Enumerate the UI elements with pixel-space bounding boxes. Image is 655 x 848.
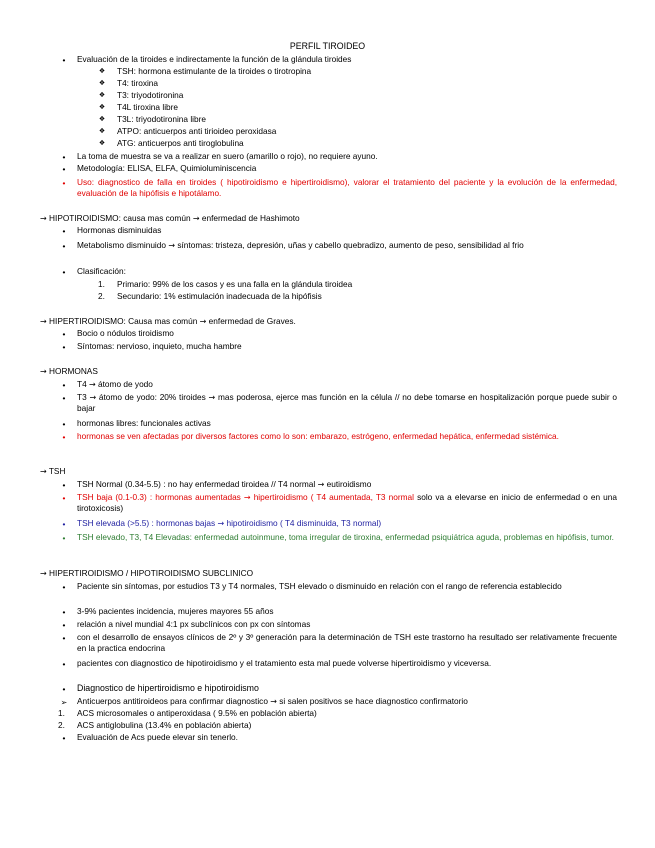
hormonas-heading: → HORMONAS bbox=[40, 366, 98, 376]
sub-item: T4L tiroxina libre bbox=[117, 102, 179, 112]
arrow-icon: → bbox=[40, 569, 47, 578]
list-number: 1. bbox=[98, 279, 105, 289]
diag-acs2: ACS antiglobulina (13.4% en población abierta) bbox=[77, 720, 252, 730]
tsh-normal: TSH Normal (0.34-5.5) : no hay enfermedad tiroidea // T4 normal → eutiroidismo bbox=[77, 479, 372, 489]
bullet: • bbox=[62, 684, 66, 694]
arrow-icon: → bbox=[40, 214, 47, 223]
hiper-bocio: Bocio o nódulos tiroidismo bbox=[77, 328, 174, 338]
uso-text: Uso: diagnostico de falla en tiroides ( hipotiroidismo e hipertiroidismo), valorar el tratamiento del paciente y la evolución de la enfermedad, evaluación de la hipófisis e hipotálamo. bbox=[77, 177, 617, 198]
sub-item: T4: tiroxina bbox=[117, 78, 159, 88]
list-number: 1. bbox=[58, 708, 65, 718]
bullet: • bbox=[62, 393, 66, 403]
tsh-heading: → TSH bbox=[40, 466, 66, 476]
bullet: • bbox=[62, 633, 66, 643]
page-title: PERFIL TIROIDEO bbox=[289, 41, 366, 51]
list-number: 2. bbox=[98, 291, 105, 301]
bullet: • bbox=[62, 267, 66, 277]
hiper-sintomas: Síntomas: nervioso, inquieto, mucha hambre bbox=[77, 341, 242, 351]
bullet: • bbox=[62, 480, 66, 490]
muestra-text: La toma de muestra se va a realizar en suero (amarillo o rojo), no requiere ayuno. bbox=[77, 151, 378, 161]
horm-t3: T3 → átomo de yodo: 20% tiroides → mas poderosa, ejerce mas función en la célula // no debe tomarse en hospitalización porque puede subir o bajar bbox=[77, 392, 617, 413]
hipo-primario: Primario: 99% de los casos y es una falla en la glándula tiroidea bbox=[117, 279, 353, 289]
bullet: • bbox=[62, 733, 66, 743]
diamond-icon: ❖ bbox=[98, 91, 106, 99]
hipo-heading: → HIPOTIROIDISMO: causa mas común → enfermedad de Hashimoto bbox=[40, 213, 300, 223]
sub-p1: Paciente sin síntomas, por estudios T3 y T4 normales, TSH elevado o disminuido en relación con el rango de referencia establecido bbox=[77, 581, 562, 591]
diamond-icon: ❖ bbox=[98, 103, 106, 111]
bullet: • bbox=[62, 164, 66, 174]
hipo-hormonas: Hormonas disminuidas bbox=[77, 225, 162, 235]
diag-anticuerpos: Anticuerpos antitiroideos para confirmar diagnostico → si salen positivos se hace diagnostico confirmatorio bbox=[77, 696, 468, 706]
tsh-elevada: TSH elevada (>5.5) : hormonas bajas → hipotiroidismo ( T4 disminuida, T3 normal) bbox=[77, 518, 382, 528]
arrow-icon: → bbox=[89, 393, 97, 402]
bullet: • bbox=[62, 55, 66, 65]
sub-p5: pacientes con diagnostico de hipotiroidismo y el tratamiento esta mal puede volverse hipertiroidismo y viceversa. bbox=[77, 658, 492, 668]
bullet: • bbox=[62, 380, 66, 390]
bullet: • bbox=[62, 329, 66, 339]
diag-acs1: ACS microsomales o antiperoxidasa ( 9.5% en población abierta) bbox=[77, 708, 317, 718]
tsh-elevado-t3-t4: TSH elevado, T3, T4 Elevadas: enfermedad autoinmune, toma irregular de tiroxina, enfermedad psiquiátrica aguda, problemas en hipófisis, tumor. bbox=[77, 532, 614, 542]
intro-text: Evaluación de la tiroides e indirectamente la función de la glándula tiroides bbox=[77, 54, 352, 64]
list-number: 2. bbox=[58, 720, 65, 730]
sub-item: ATPO: anticuerpos anti tirioideo peroxidasa bbox=[117, 126, 277, 136]
diamond-icon: ❖ bbox=[98, 127, 106, 135]
diag-evaluacion: Evaluación de Acs puede elevar sin tenerlo. bbox=[77, 732, 238, 742]
sub-item: TSH: hormona estimulante de la tiroides o tirotropina bbox=[117, 66, 312, 76]
bullet: • bbox=[62, 533, 66, 543]
bullet: • bbox=[62, 342, 66, 352]
arrow-icon: → bbox=[217, 519, 225, 528]
arrow-icon: → bbox=[40, 317, 47, 326]
sub-p2: 3-9% pacientes incidencia, mujeres mayores 55 años bbox=[77, 606, 274, 616]
bullet: • bbox=[62, 620, 66, 630]
pointer-icon: ➢ bbox=[60, 698, 68, 707]
diamond-icon: ❖ bbox=[98, 115, 106, 123]
bullet: • bbox=[62, 152, 66, 162]
bullet: • bbox=[62, 226, 66, 236]
bullet: • bbox=[62, 582, 66, 592]
bullet: • bbox=[62, 659, 66, 669]
hipo-secundario: Secundario: 1% estimulación inadecuada de la hipófisis bbox=[117, 291, 322, 301]
bullet: • bbox=[62, 241, 66, 251]
bullet: • bbox=[62, 419, 66, 429]
arrow-icon: → bbox=[89, 380, 96, 389]
tsh-baja: TSH baja (0.1-0.3) : hormonas aumentadas → hipertiroidismo ( T4 aumentada, T3 normal solo va a elevarse en inicio de enfermedad o en una tirotoxicosis) bbox=[77, 492, 618, 513]
arrow-icon: → bbox=[270, 697, 277, 706]
arrow-icon: → bbox=[243, 493, 251, 502]
sub-p3: relación a nivel mundial 4:1 px subclínicos con px con síntomas bbox=[77, 619, 311, 629]
metodologia-text: Metodología: ELISA, ELFA, Quimioluminiscencia bbox=[77, 163, 257, 173]
arrow-icon: → bbox=[40, 467, 47, 476]
arrow-icon: → bbox=[168, 241, 176, 250]
bullet: • bbox=[62, 432, 66, 442]
arrow-icon: → bbox=[208, 393, 216, 402]
horm-t4: T4 → átomo de yodo bbox=[77, 379, 153, 389]
sub-item: T3: triyodotironina bbox=[117, 90, 184, 100]
sub-item: T3L: triyodotironina libre bbox=[117, 114, 207, 124]
horm-afectadas: hormonas se ven afectadas por diversos factores como lo son: embarazo, estrógeno, enfermedad hepática, enfermedad sistémica. bbox=[77, 431, 559, 441]
arrow-icon: → bbox=[40, 367, 47, 376]
hipo-clasificacion: Clasificación: bbox=[77, 266, 126, 276]
hipo-metabolismo: Metabolismo disminuido → síntomas: tristeza, depresión, uñas y cabello quebradizo, aumento de peso, sensibilidad al frio bbox=[77, 240, 524, 250]
diamond-icon: ❖ bbox=[98, 67, 106, 75]
sub-item: ATG: anticuerpos anti tiroglobulina bbox=[117, 138, 244, 148]
horm-libres: hormonas libres: funcionales activas bbox=[77, 418, 211, 428]
bullet: • bbox=[62, 178, 66, 188]
diamond-icon: ❖ bbox=[98, 139, 106, 147]
arrow-icon: → bbox=[192, 214, 200, 223]
subclinico-heading: → HIPERTIROIDISMO / HIPOTIROIDISMO SUBCLINICO bbox=[40, 568, 254, 578]
arrow-icon: → bbox=[199, 317, 207, 326]
diag-heading: Diagnostico de hipertiroidismo e hipotiroidismo bbox=[77, 683, 259, 693]
bullet: • bbox=[62, 519, 66, 529]
sub-p4: con el desarrollo de ensayos clínicos de 2º y 3º generación para la determinación de TSH este trastorno ha resultado ser relativamente frecuente en la practica endocrina bbox=[77, 632, 617, 653]
bullet: • bbox=[62, 607, 66, 617]
hiper-heading: → HIPERTIROIDISMO: Causa mas común → enfermedad de Graves. bbox=[40, 316, 296, 326]
diamond-icon: ❖ bbox=[98, 79, 106, 87]
bullet: • bbox=[62, 493, 66, 503]
arrow-icon: → bbox=[317, 480, 325, 489]
